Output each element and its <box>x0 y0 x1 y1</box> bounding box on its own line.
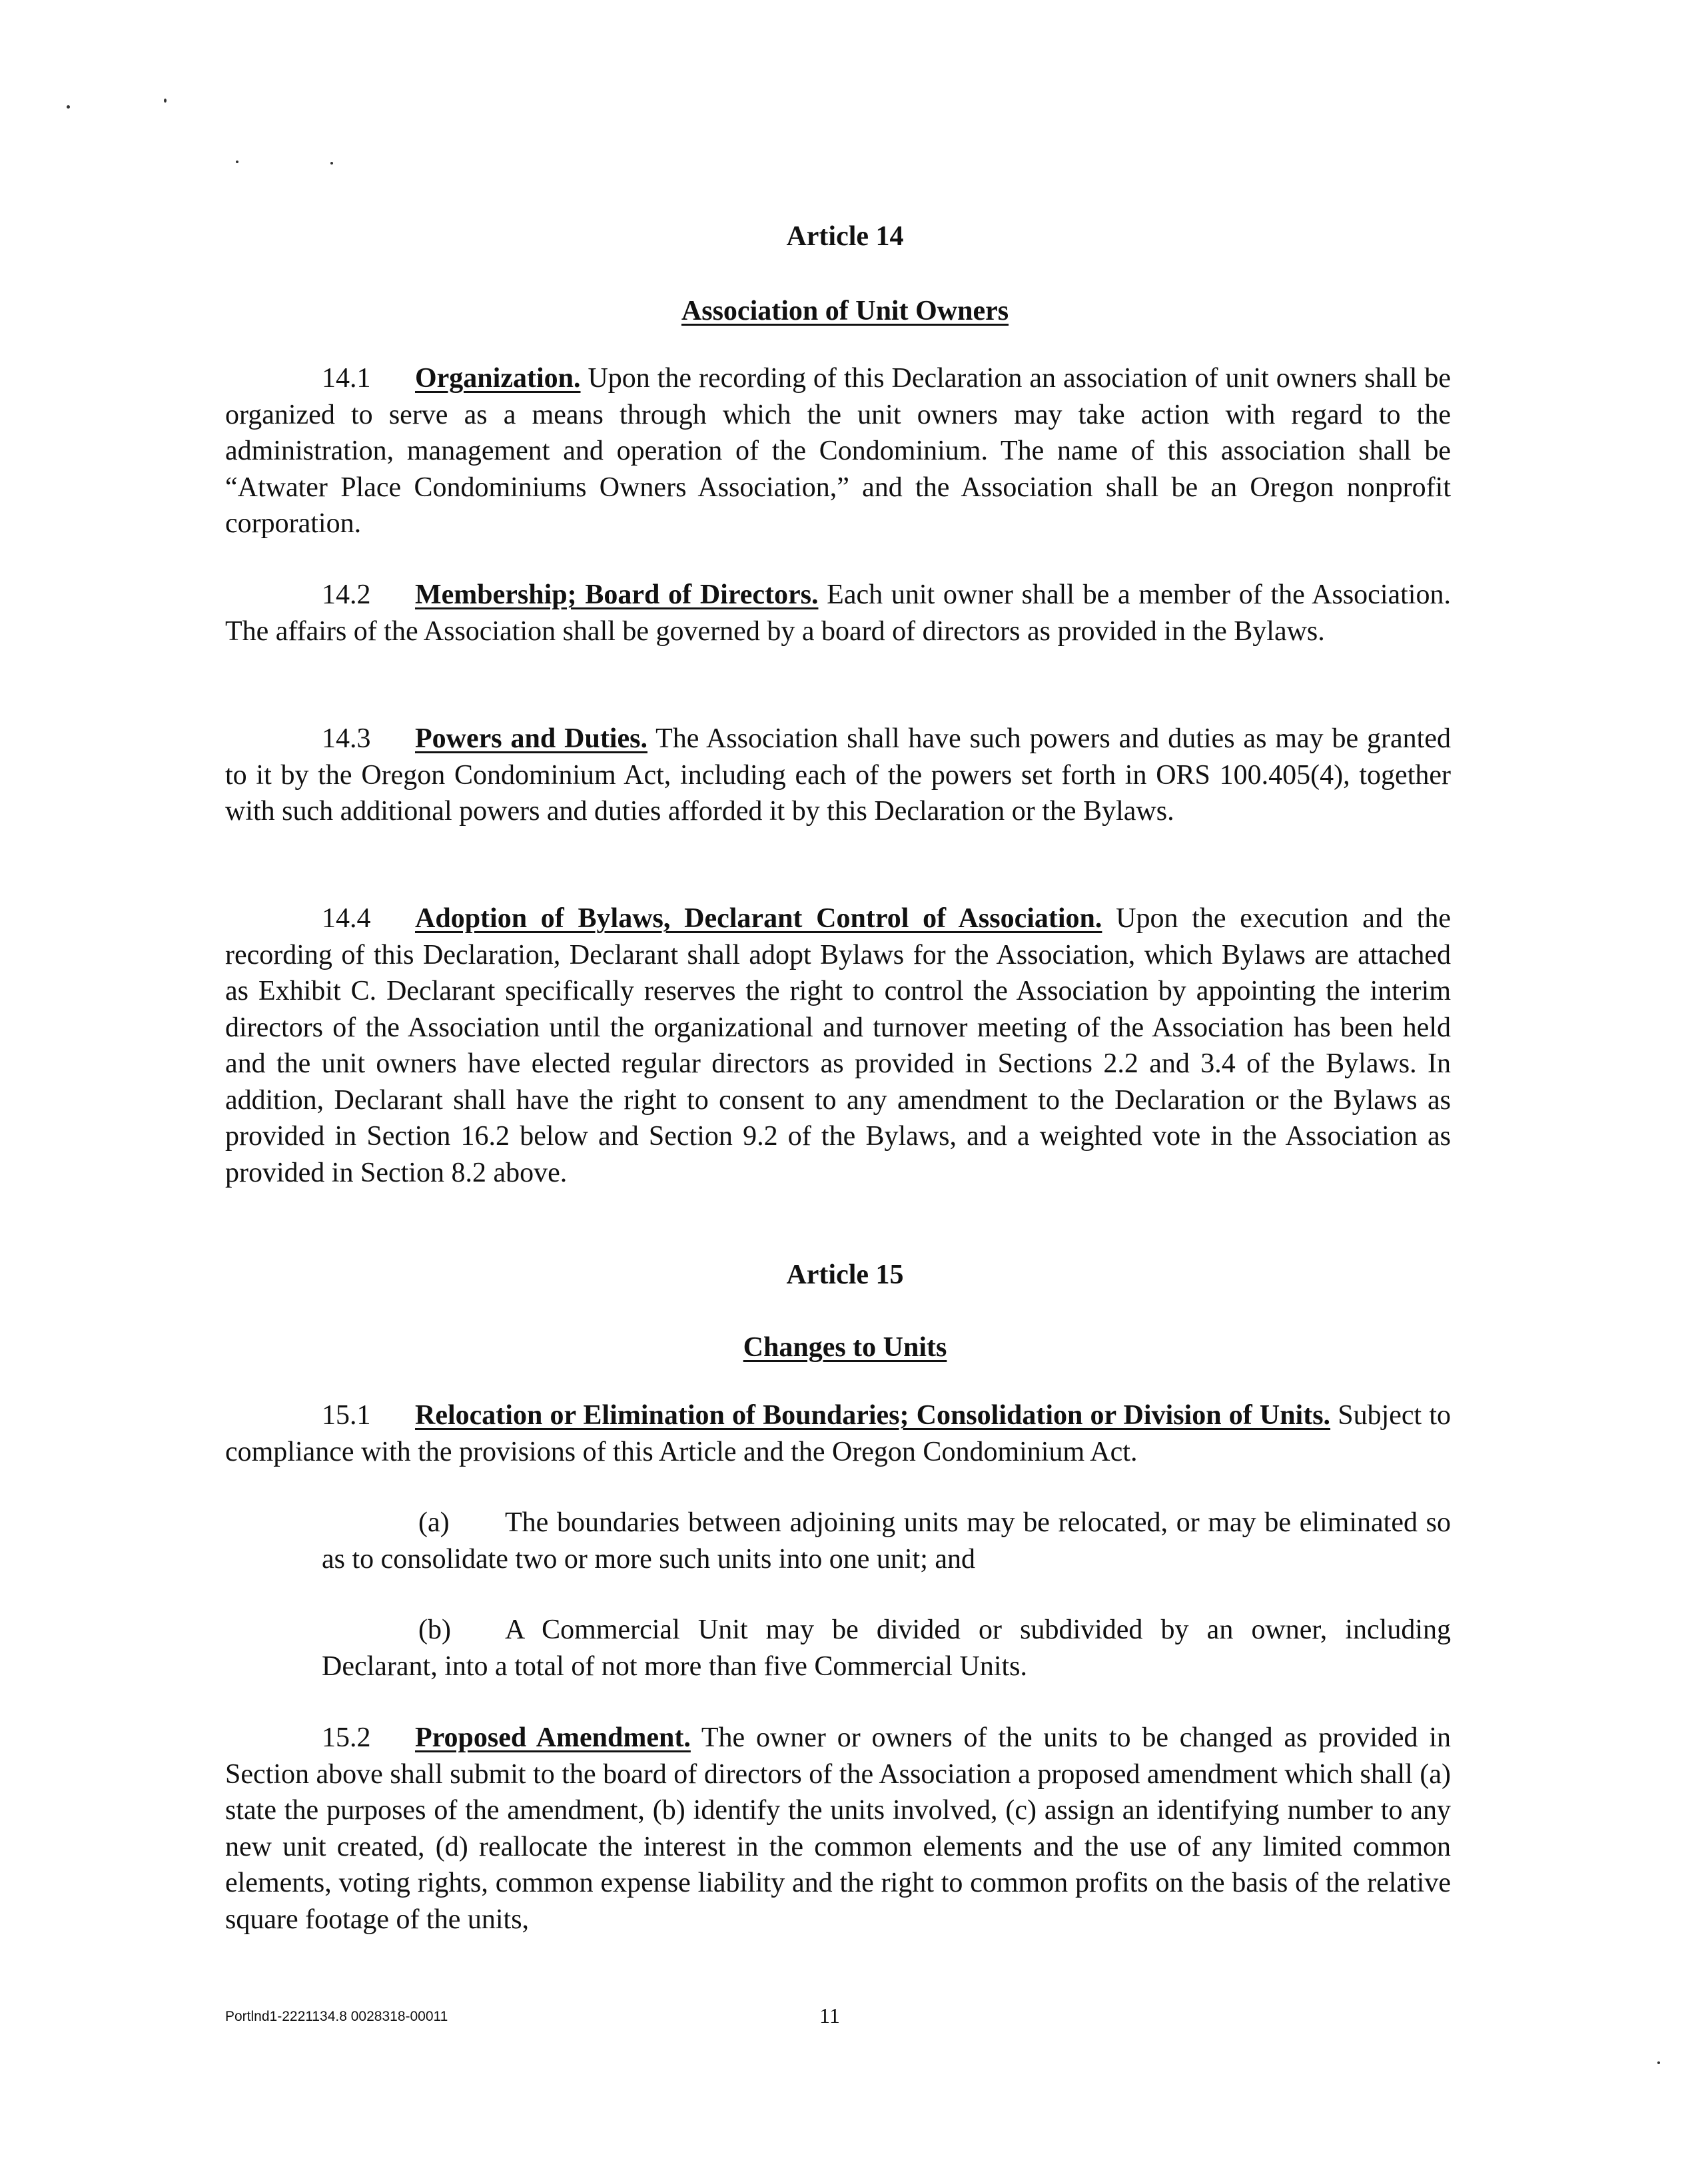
scan-speck <box>1657 2061 1660 2064</box>
scan-speck <box>330 162 333 165</box>
article-15-title-text: Article 15 <box>786 1260 904 1290</box>
section-text: The owner or owners of the units to be changed as provided in Section above shall submit to the board of directors of the Association a proposed amendment which shall (a) state the purposes of the amendment, (b) identify the units involved, (c) assign an identifying number to any new unit created, (d) reallocate the interest in the common elements and the use of any limited common elements, voting rights, common expense liability and the right to common profits on the basis of the relative square footage of the units, <box>225 1722 1451 1935</box>
section-caption: Adoption of Bylaws, Declarant Control of Association. <box>415 903 1102 934</box>
section-number: 14.1 <box>322 363 371 394</box>
article-15-heading-text: Changes to Units <box>743 1332 947 1363</box>
subsection-text: A Commercial Unit may be divided or subdivided by an owner, including Declarant, into a total of not more than five Commercial Units. <box>322 1615 1451 1682</box>
subsection-a <box>322 1505 1451 1577</box>
section-caption: Powers and Duties. <box>415 723 647 754</box>
article-15-heading <box>0 1331 1690 1364</box>
article-14-title-text: Article 14 <box>786 221 904 252</box>
subsection-label: (b) <box>418 1615 451 1645</box>
scan-speck <box>164 99 167 103</box>
article-14-title <box>0 220 1690 253</box>
section-14-1 <box>225 360 1451 542</box>
section-caption: Proposed Amendment. <box>415 1722 691 1753</box>
subsection-b <box>322 1612 1451 1684</box>
section-text: Subject to compliance with the provisions of this Article and the Oregon Condominium Act. <box>225 1400 1451 1467</box>
subsection-text: The boundaries between adjoining units may be relocated, or may be eliminated so as to consolidate two or more such units into one unit; and <box>322 1507 1451 1575</box>
section-number: 14.3 <box>322 723 371 754</box>
section-number: 14.2 <box>322 579 371 610</box>
section-text: Each unit owner shall be a member of the Association. The affairs of the Association shall be governed by a board of directors as provided in the Bylaws. <box>225 579 1451 647</box>
section-14-2 <box>225 577 1451 649</box>
section-caption: Relocation or Elimination of Boundaries; Consolidation or Division of Units. <box>415 1400 1331 1431</box>
section-15-1 <box>225 1397 1451 1470</box>
footer-page-number: 11 <box>819 2003 840 2027</box>
section-text: Upon the execution and the recording of this Declaration, Declarant shall adopt Bylaws for the Association, which Bylaws are attached as Exhibit C. Declarant specifically reserves the right to control the Association by appointing the interim directors of the Association until the organizational and turnover meeting of the Association has been held and the unit owners have elected regular directors as provided in Sections 2.2 and 3.4 of the Bylaws. In addition, Declarant shall have the right to consent to any amendment to the Declaration or the Bylaws as provided in Section 16.2 below and Section 9.2 of the Bylaws, and a weighted vote in the Association as provided in Section 8.2 above. <box>225 903 1451 1188</box>
section-number: 15.1 <box>322 1400 371 1431</box>
section-15-2 <box>225 1720 1451 1938</box>
section-caption: Organization. <box>415 363 581 394</box>
scan-speck <box>236 161 238 163</box>
section-caption: Membership; Board of Directors. <box>415 579 819 610</box>
footer-document-id: Portlnd1-2221134.8 0028318-00011 <box>225 2009 448 2024</box>
section-14-4 <box>225 901 1451 1191</box>
section-text: Upon the recording of this Declaration an association of unit owners shall be organized to serve as a means through which the unit owners may take action with regard to the administration, management and operation of the Condominium. The name of this association shall be “Atwater Place Condominiums Owners Association,” and the Association shall be an Oregon nonprofit corporation. <box>225 363 1451 539</box>
article-15-title <box>0 1258 1690 1291</box>
subsection-label: (a) <box>418 1507 450 1538</box>
section-number: 15.2 <box>322 1722 371 1753</box>
section-14-3 <box>225 721 1451 830</box>
section-number: 14.4 <box>322 903 371 934</box>
section-text: The Association shall have such powers and duties as may be granted to it by the Oregon Condominium Act, including each of the powers set forth in ORS 100.405(4), together with such additional powers and duties afforded it by this Declaration or the Bylaws. <box>225 723 1451 827</box>
article-14-heading <box>0 294 1690 328</box>
scan-speck <box>67 105 70 109</box>
article-14-heading-text: Association of Unit Owners <box>681 296 1009 326</box>
